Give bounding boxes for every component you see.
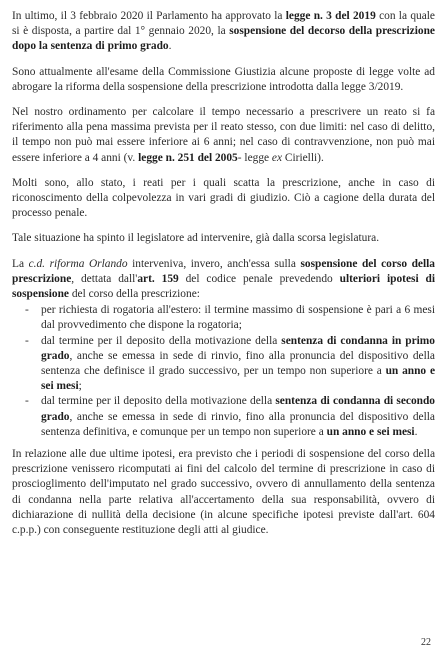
italic-text: ex: [271, 151, 283, 164]
text: La: [12, 257, 29, 270]
text: - legge: [237, 151, 272, 164]
bold-text: sospensione del corso della prescrizione: [12, 257, 435, 285]
text: .: [168, 40, 172, 53]
bold-text: un anno e sei mesi: [41, 365, 435, 393]
text: dal termine per il deposito della motivazione della: [41, 395, 276, 408]
text: con la quale si è disposta, a partire dal 1° gennaio 2020, la: [12, 10, 435, 38]
text: Cirielli).: [282, 151, 324, 164]
text: , anche se emessa in sede di rinvio, fino alla pronuncia del dispositivo della sentenza che definisce il grado successivo, per un tempo non superiore a: [41, 349, 435, 378]
text: del corso della prescrizione:: [68, 288, 200, 301]
text: interveniva, invero, anch'essa sulla: [127, 257, 301, 270]
bold-text: un anno e sei mesi: [326, 425, 415, 438]
bold-text: legge n. 251 del 2005: [138, 151, 238, 164]
paragraph-legislatore: Tale situazione ha spinto il legislatore ad intervenire, già dalla scorsa legislatura.: [12, 232, 380, 245]
list-item: - per richiesta di rogatoria all'estero: il termine massimo di sospensione è pari a 6 mesi dal provvedimento che dispone la rogatoria;: [22, 303, 435, 333]
paragraph-reati-prescrizione: Molti sono, allo stato, i reati per i quali scatta la prescrizione, anche in caso di riconoscimento della colpevolezza in vari gradi di giudizio. Ciò a cagione della durata del processo penale.: [12, 176, 435, 220]
text: del codice penale prevedendo: [178, 272, 340, 285]
bold-text: ulteriori ipotesi di sospensione: [12, 272, 435, 301]
paragraph-riforma-orlando: [12, 257, 435, 303]
paragraph-ultime-ipotesi: In relazione alle due ultime ipotesi, era previsto che i periodi di sospensione del corso della prescrizione venissero ricomputati ai fini del calcolo del termine di prescrizione in caso di proscioglimento dell'imputato nel grado successivo, ovvero di annullamento della sentenza di condanna nella parte relativa all'accertamento della sua responsabilità, ovvero di dichiarazione di nullità della decisione (in alcune specifiche ipotesi previste dall'art. 604 c.p.p.) con conseguente restituzione degli atti al giudice.: [12, 448, 435, 537]
page-number: 22: [421, 637, 431, 648]
text: Nel nostro ordinamento per calcolare il tempo necessario a prescrivere un reato si fa riferimento alla pena massima prevista per il reato stesso, con due limiti: nel caso di delitto, il tempo non può mai essere inferiore ai 6 anni; nel caso di contravvenzione, non può mai essere inferiore a 4 anni (v.: [12, 106, 435, 164]
list-item: [22, 334, 435, 395]
bold-text: art. 159: [137, 272, 179, 285]
bold-text: sentenza di condanna di secondo grado: [41, 395, 435, 423]
text: , dettata dall': [71, 272, 138, 285]
text: In ultimo, il 3 febbraio 2020 il Parlamento ha approvato la: [12, 10, 286, 22]
text: , anche se emessa in sede di rinvio, fino alla pronuncia del dispositivo della sentenza definitiva, e comunque per un tempo non superiore a: [41, 410, 435, 438]
bold-text: sospensione del decorso della prescrizione dopo la sentenza di primo grado: [12, 25, 435, 53]
text: .: [414, 425, 418, 438]
italic-text: c.d. riforma Orlando: [28, 257, 128, 270]
list-item: [22, 394, 435, 440]
paragraph-commissione-giustizia: Sono attualmente all'esame della Commissione Giustizia alcune proposte di legge volte ad abrogare la riforma della sospensione della prescrizione introdotta dalla legge 3/2019.: [12, 65, 435, 93]
bold-text: legge n. 3 del 2019: [285, 10, 376, 22]
paragraph-legge-3-2019: [12, 9, 435, 55]
text: ;: [78, 380, 82, 393]
text: dal termine per il deposito della motivazione della: [41, 334, 282, 347]
suspension-list: [12, 303, 435, 440]
paragraph-ordinamento: [12, 105, 435, 166]
bold-text: sentenza di condanna in primo grado: [41, 334, 435, 362]
